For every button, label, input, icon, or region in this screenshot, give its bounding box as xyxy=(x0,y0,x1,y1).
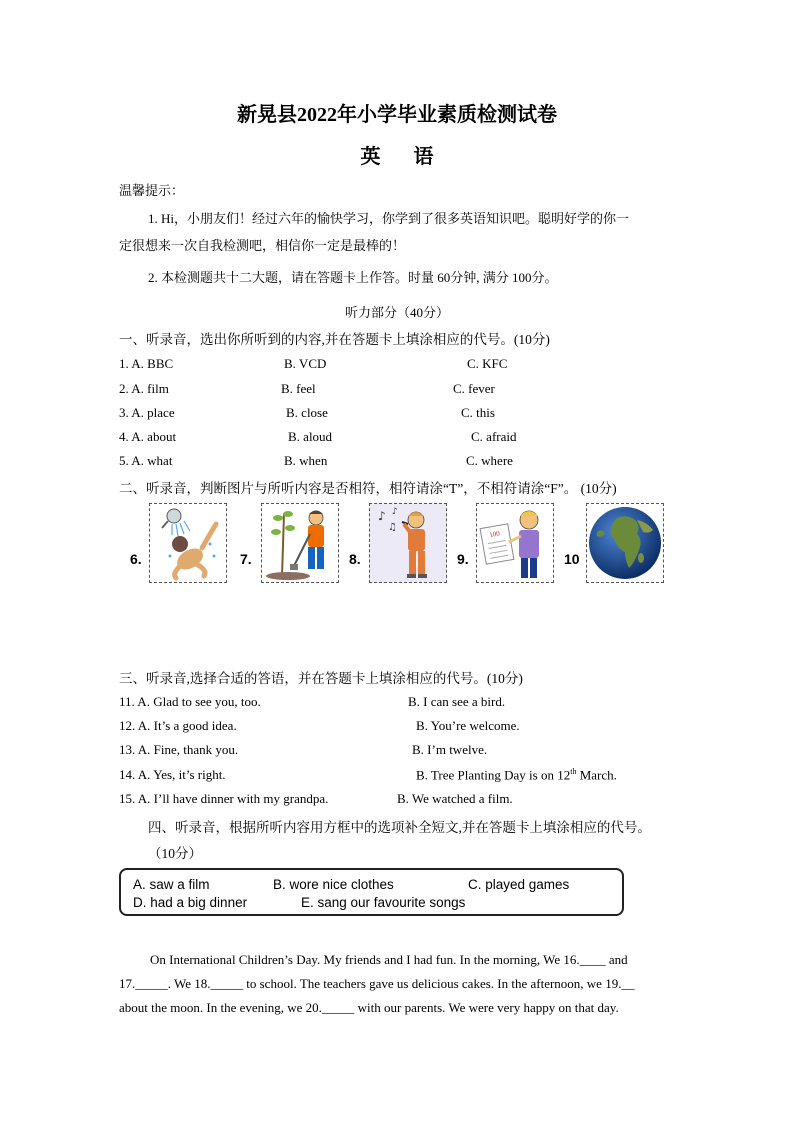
listening-heading: 听力部分（40分） xyxy=(344,305,449,320)
svg-text:♫: ♫ xyxy=(388,522,397,533)
q5-option-c: C. where xyxy=(466,453,513,468)
picture-6-number: 6. xyxy=(130,551,142,567)
q5-option-b: B. when xyxy=(284,453,328,468)
boy-singing-icon xyxy=(370,504,446,582)
q1-option-a: 1. A. BBC xyxy=(119,356,174,371)
section-4-heading-line-2: （10分） xyxy=(148,846,202,861)
q4-option-a: 4. A. about xyxy=(119,429,177,444)
svg-text:♪: ♪ xyxy=(378,509,386,523)
picture-8-frame xyxy=(369,503,447,583)
q4-option-c: C. afraid xyxy=(471,429,517,444)
picture-7-number: 7. xyxy=(240,551,252,567)
q1-option-b: B. VCD xyxy=(284,356,327,371)
q2-option-c: C. fever xyxy=(453,381,495,396)
q1-option-c: C. KFC xyxy=(467,356,508,371)
q12-option-a: 12. A. It’s a good idea. xyxy=(119,718,237,733)
tip-1-line-1: 1. Hi，小朋友们！经过六年的愉快学习，你学到了很多英语知识吧。聪明好学的你一 xyxy=(148,211,630,226)
passage-line-3: about the moon. In the evening, we 20._____ with our parents. We were very happy on that day. xyxy=(119,1000,619,1015)
exam-title: 新晃县2022年小学毕业素质检测试卷 xyxy=(237,104,557,126)
section-3-heading: 三、听录音,选择合适的答语，并在答题卡上填涂相应的代号。(10分) xyxy=(119,671,523,686)
option-a: A. saw a film xyxy=(133,877,210,892)
tips-label: 温馨提示： xyxy=(119,183,185,198)
boy-with-test-paper-icon xyxy=(477,504,553,582)
q11-option-a: 11. A. Glad to see you, too. xyxy=(119,694,261,709)
section-1-heading: 一、听录音，选出你所听到的内容,并在答题卡上填涂相应的代号。(10分) xyxy=(119,332,550,347)
q12-option-b: B. You’re welcome. xyxy=(416,718,520,733)
tip-2: 2. 本检测题共十二大题，请在答题卡上作答。时量 60分钟, 满分 100分。 xyxy=(148,270,558,285)
subject-title: 英 语 xyxy=(360,146,448,168)
q11-option-b: B. I can see a bird. xyxy=(408,694,506,709)
section-2-heading: 二、听录音，判断图片与所听内容是否相符，相符请涂“T”，不相符请涂“F”。 (10分) xyxy=(119,481,617,496)
q3-option-b: B. close xyxy=(286,405,328,420)
passage-line-2: 17._____. We 18._____ to school. The teachers gave us delicious cakes. In the afternoon, we 19.__ xyxy=(119,976,635,991)
picture-10-number: 10 xyxy=(564,551,580,567)
q14-option-a: 14. A. Yes, it’s right. xyxy=(119,767,226,782)
picture-8-number: 8. xyxy=(349,551,361,567)
q14-option-b xyxy=(416,767,617,783)
picture-9-frame xyxy=(476,503,554,583)
picture-6-frame xyxy=(149,503,227,583)
q2-option-b: B. feel xyxy=(281,381,316,396)
q3-option-c: C. this xyxy=(461,405,495,420)
option-c: C. played games xyxy=(468,877,570,892)
earth-globe-icon xyxy=(587,504,663,582)
passage-line-1: On International Children’s Day. My friends and I had fun. In the morning, We 16.____ and xyxy=(150,952,628,967)
svg-text:♪: ♪ xyxy=(392,507,398,517)
tip-1-line-2: 定很想来一次自我检测吧，相信你一定是最棒的！ xyxy=(119,238,406,253)
q13-option-b: B. I’m twelve. xyxy=(412,742,488,757)
q15-option-a: 15. A. I’ll have dinner with my grandpa. xyxy=(119,791,329,806)
child-shower-icon xyxy=(150,504,226,582)
q15-option-b: B. We watched a film. xyxy=(397,791,513,806)
planting-tree-icon xyxy=(262,504,338,582)
q3-option-a: 3. A. place xyxy=(119,405,175,420)
options-box xyxy=(119,868,624,916)
q2-option-a: 2. A. film xyxy=(119,381,169,396)
paper-score: 100 xyxy=(488,529,501,540)
picture-7-frame xyxy=(261,503,339,583)
option-d: D. had a big dinner xyxy=(133,895,248,910)
q5-option-a: 5. A. what xyxy=(119,453,173,468)
q14-option-b-text: B. Tree Planting Day is on 12 xyxy=(416,767,571,783)
picture-9-number: 9. xyxy=(457,551,469,567)
section-4-heading-line-1: 四、听录音，根据所听内容用方框中的选项补全短文,并在答题卡上填涂相应的代号。 xyxy=(148,820,651,835)
q14-option-b-sup: th xyxy=(570,767,577,776)
q14-option-b-month: March. xyxy=(576,767,617,783)
q13-option-a: 13. A. Fine, thank you. xyxy=(119,742,239,757)
q4-option-b: B. aloud xyxy=(288,429,333,444)
option-e: E. sang our favourite songs xyxy=(301,895,466,910)
option-b: B. wore nice clothes xyxy=(273,877,394,892)
picture-10-frame xyxy=(586,503,664,583)
